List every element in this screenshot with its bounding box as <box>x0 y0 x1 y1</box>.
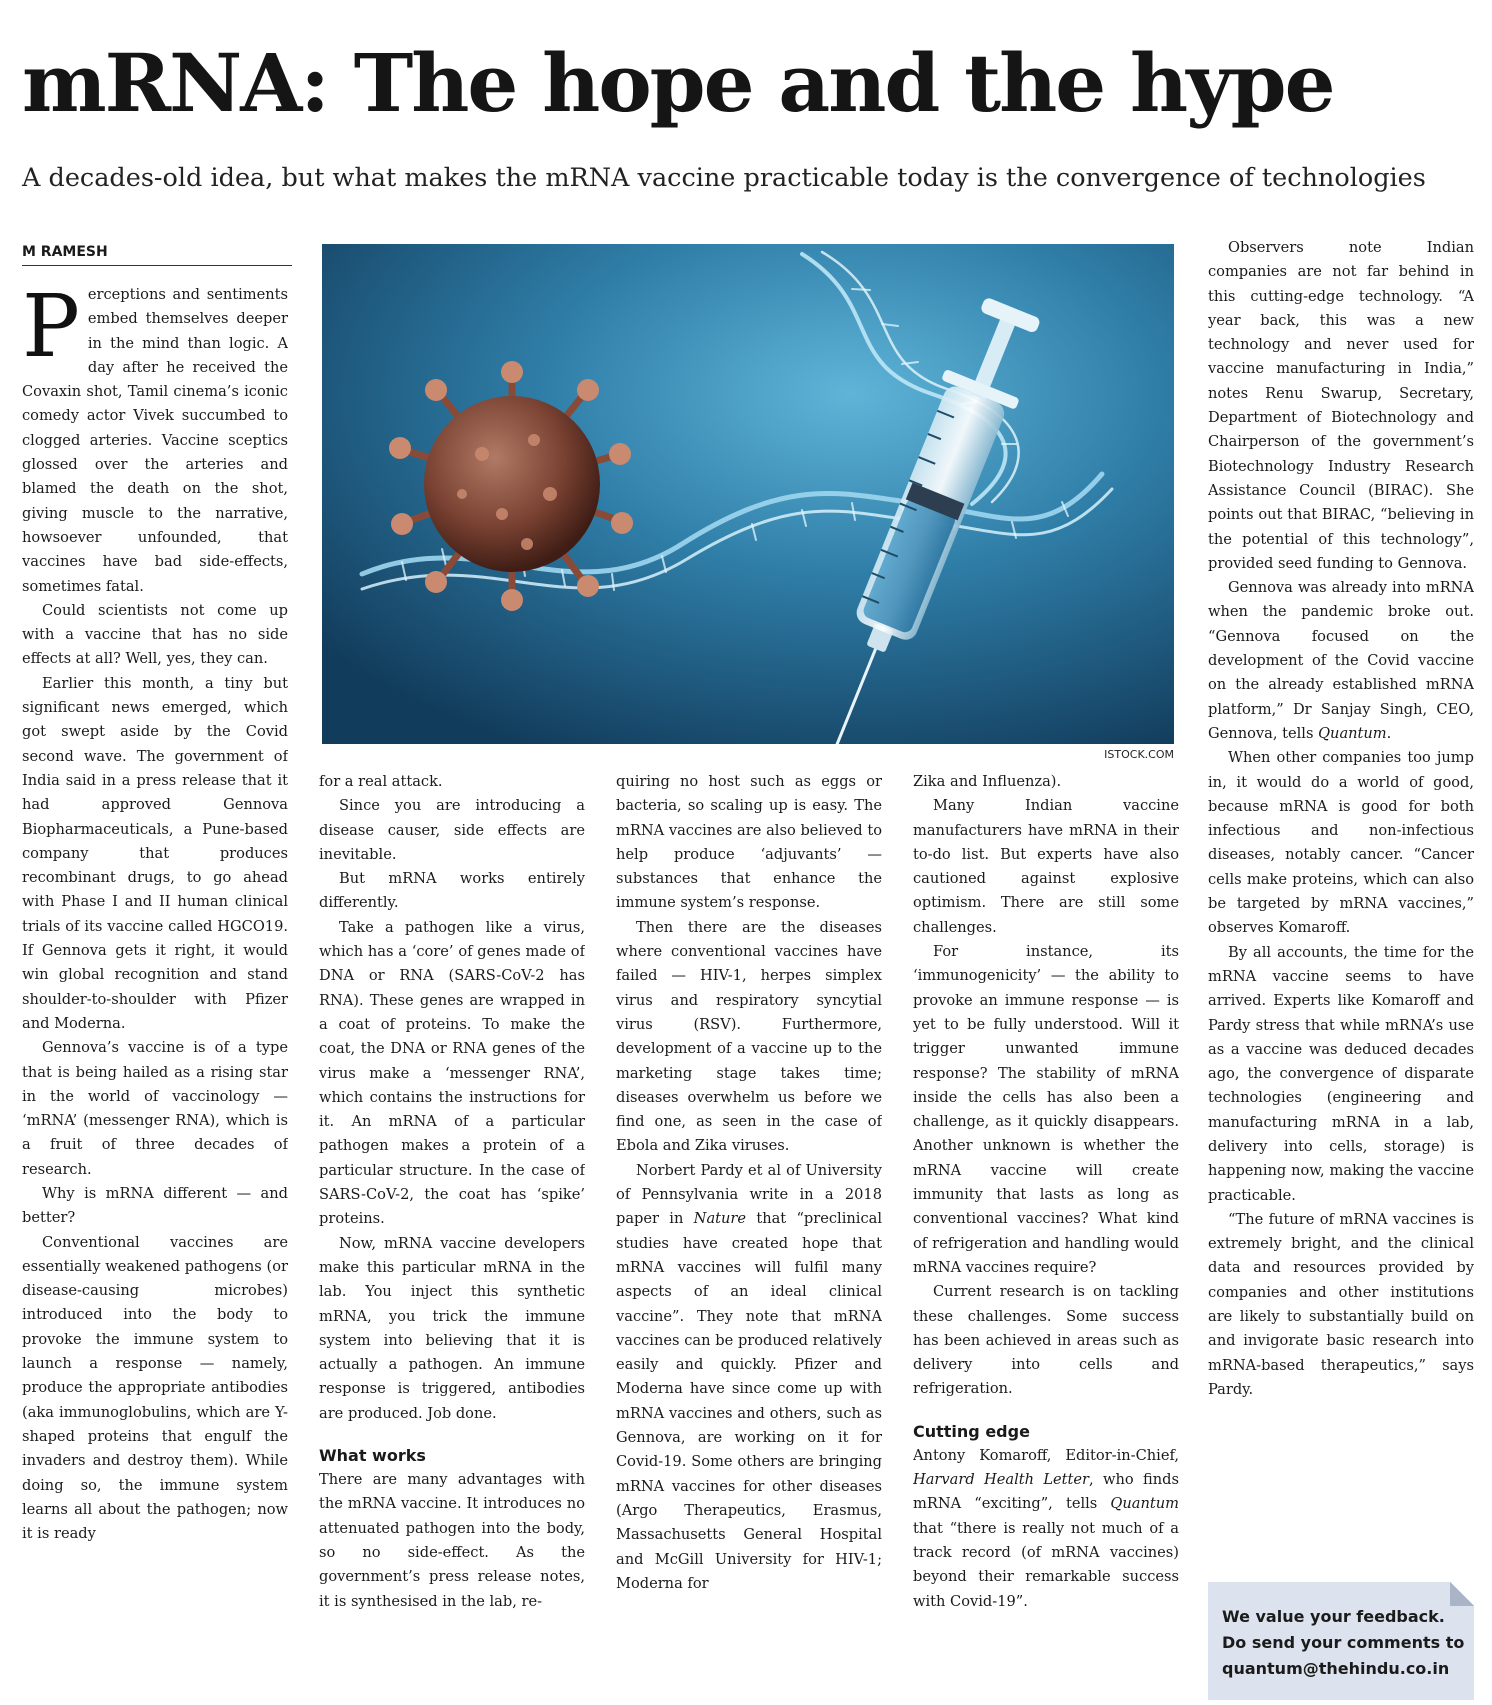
paragraph: Gennova’s vaccine is of a type that is being hailed as a rising star in the world of vaccinology — ‘mRNA’ (messenger RNA), which is a fruit of three decades of research. <box>22 1039 288 1178</box>
subhead-cutting-edge: Cutting edge <box>913 1421 1030 1441</box>
text-run: that “there is really not much of a track record (of mRNA vaccines) beyond their remarkable success with Covid-19”. <box>913 1519 1179 1610</box>
article-column-1 <box>22 283 288 1703</box>
publication-name: Quantum <box>1318 724 1387 742</box>
virus-syringe-illustration <box>322 244 1174 744</box>
paragraph: “The future of mRNA vaccines is extremely bright, and the clinical data and resources provided by companies and other institutions are likely to substantially build on and invigorate basic research into mRNA-based therapeutics,” says Pardy. <box>1208 1210 1474 1398</box>
feedback-box <box>1208 1582 1474 1700</box>
headline: mRNA: The hope and the hype <box>22 36 1334 130</box>
image-credit: ISTOCK.COM <box>1104 748 1174 761</box>
article-column-4 <box>913 770 1179 1703</box>
paragraph <box>1208 576 1474 746</box>
text-run: Antony Komaroff, Editor-in-Chief, <box>913 1446 1179 1464</box>
paragraph: Could scientists not come up with a vaccine that has no side effects at all? Well, yes, they can. <box>22 601 288 668</box>
paragraph: quiring no host such as eggs or bacteria, so scaling up is easy. The mRNA vaccines are also believed to help produce ‘adjuvants’ — substances that enhance the immune system’s response. <box>616 773 882 912</box>
publication-name: Harvard Health Letter <box>913 1471 1090 1489</box>
paragraph: Earlier this month, a tiny but significant news emerged, which got swept aside by the Covid second wave. The government of India said in a press release that it had approved Gennova Biopharmaceuticals, a Pune-based company that produces recombinant drugs, to go ahead with Phase I and II human clinical trials of its vaccine called HGCO19. If Gennova gets it right, it would win global recognition and stand shoulder-to-shoulder with Pfizer and Moderna. <box>22 674 288 1032</box>
article-column-2 <box>319 770 585 1703</box>
paragraph: Conventional vaccines are essentially weakened pathogens (or disease-causing microbes) introduced into the body to provoke the immune system to launch a response — namely, produce the appropriate antibodies (aka immunoglobulins, which are Y-shaped proteins that engulf the invaders and destroy them). While doing so, the immune system learns all about the pathogen; now it is ready <box>22 1233 288 1543</box>
byline: M RAMESH <box>22 242 292 266</box>
feedback-line-1: We value your feedback. <box>1222 1607 1445 1626</box>
paragraph: Then there are the diseases where conventional vaccines have failed — HIV-1, herpes simplex virus and respiratory syncytial virus (RSV). Furthermore, development of a vaccine up to the marketing stage takes time; diseases overwhelm us before we find one, as seen in the case of Ebola and Zika viruses. <box>616 918 882 1155</box>
paragraph: Since you are introducing a disease causer, side effects are inevitable. <box>319 797 585 863</box>
publication-name: Quantum <box>1110 1495 1179 1513</box>
paragraph: For instance, its ‘immunogenicity’ — the ability to provoke an immune response — is yet to be fully understood. Will it trigger unwanted immune response? The stability of mRNA inside the cells has also been a challenge, as it quickly disappears. Another unknown is whether the mRNA vaccine will create immunity that lasts as long as conventional vaccines? What kind of refrigeration and handling would mRNA vaccines require? <box>913 943 1179 1276</box>
paragraph: When other companies too jump in, it would do a world of good, because mRNA is good for both infectious and non-infectious diseases, notably cancer. “Cancer cells make proteins, which can also be targeted by mRNA vaccines,” observes Komaroff. <box>1208 749 1474 937</box>
paragraph: Many Indian vaccine manufacturers have mRNA in their to-do list. But experts have also cautioned against explosive optimism. There are still some challenges. <box>913 797 1179 936</box>
feedback-line-2: Do send your comments to <box>1222 1633 1465 1652</box>
drop-cap: P <box>22 283 80 377</box>
paragraph: But mRNA works entirely differently. <box>319 870 585 912</box>
paragraph: Observers note Indian companies are not far behind in this cutting-edge technology. “A year back, this was a new technology and never used for vaccine manufacturing in India,” notes Renu Swarup, Secretary, Department of Biotechnology and Chairperson of the government’s Biotechnology Industry Research Assistance Council (BIRAC). She points out that BIRAC, “believing in the potential of this technology”, provided seed funding to Gennova. <box>1208 239 1474 572</box>
standfirst: A decades-old idea, but what makes the mRNA vaccine practicable today is the convergence of technologies <box>22 163 1426 193</box>
paragraph-intro-text: erceptions and sentiments embed themselves deeper in the mind than logic. A day after he received the Covaxin shot, Tamil cinema’s iconic comedy actor Vivek succumbed to clogged arteries. Vaccine sceptics glossed over the arteries and blamed the death on the shot, giving muscle to the narrative, howsoever unfounded, that vaccines have bad side-effects, sometimes fatal. <box>22 286 288 595</box>
paragraph: Why is mRNA different — and better? <box>22 1184 288 1227</box>
text-run: that “preclinical studies have created hope that mRNA vaccines will fulfil many aspects of an ideal clinical vaccine”. They note that mRNA vaccines can be produced relatively easily and quickly. Pfizer and Moderna have since come up with mRNA vaccines and others, such as Gennova, are working on it for Covid-19. Some others are bringing mRNA vaccines for other diseases (Argo Therapeutics, Erasmus, Massachusetts General Hospital and McGill University for HIV-1; Moderna for <box>616 1210 882 1592</box>
paragraph: By all accounts, the time for the mRNA vaccine seems to have arrived. Experts like Komaroff and Pardy stress that while mRNA’s use as a vaccine was deduced decades ago, the convergence of disparate technologies (engineering and manufacturing mRNA in a lab, delivery into cells, storage) is happening now, making the vaccine practicable. <box>1208 943 1474 1204</box>
paragraph: Current research is on tackling these challenges. Some success has been achieved in areas such as delivery into cells and refrigeration. <box>913 1283 1179 1398</box>
paragraph: Zika and Influenza). <box>913 773 1062 790</box>
paragraph: Now, mRNA vaccine developers make this particular mRNA in the lab. You inject this synthetic mRNA, you trick the immune system into believing that it is actually a pathogen. An immune response is triggered, antibodies are produced. Job done. <box>319 1234 585 1422</box>
hero-illustration <box>322 244 1174 744</box>
paragraph: Take a pathogen like a virus, which has a ‘core’ of genes made of DNA or RNA (SARS-CoV-2 has RNA). These genes are wrapped in a coat of proteins. To make the coat, the DNA or RNA genes of the virus make a ‘messenger RNA’, which contains the instructions for it. An mRNA of a particular pathogen makes a protein of a particular structure. In the case of SARS-CoV-2, the coat has ‘spike’ proteins. <box>319 918 585 1228</box>
feedback-email: quantum@thehindu.co.in <box>1222 1659 1450 1678</box>
journal-name: Nature <box>693 1210 747 1228</box>
paragraph <box>616 1159 882 1596</box>
paragraph <box>913 1444 1179 1614</box>
text-run: Gennova was already into mRNA when the pandemic broke out. “Gennova focused on the development of the Covid vaccine on the already established mRNA platform,” Dr Sanjay Singh, CEO, Gennova, tells <box>1208 579 1474 742</box>
paragraph: for a real attack. <box>319 773 443 790</box>
subhead-what-works: What works <box>319 1446 426 1466</box>
text-run: . <box>1386 724 1392 742</box>
paragraph: There are many advantages with the mRNA vaccine. It introduces no attenuated pathogen into the body, so no side-effect. As the government’s press release notes, it is synthesised in the lab, re- <box>319 1471 585 1610</box>
page-fold-icon <box>1450 1582 1474 1606</box>
article-column-5 <box>1208 236 1474 1566</box>
paragraph-intro <box>22 283 288 599</box>
article-column-3 <box>616 770 882 1703</box>
text-run: , who finds mRNA “exciting”, tells <box>913 1471 1179 1513</box>
text-run: Norbert Pardy et al of University of Pennsylvania write in a 2018 paper in <box>616 1161 882 1228</box>
